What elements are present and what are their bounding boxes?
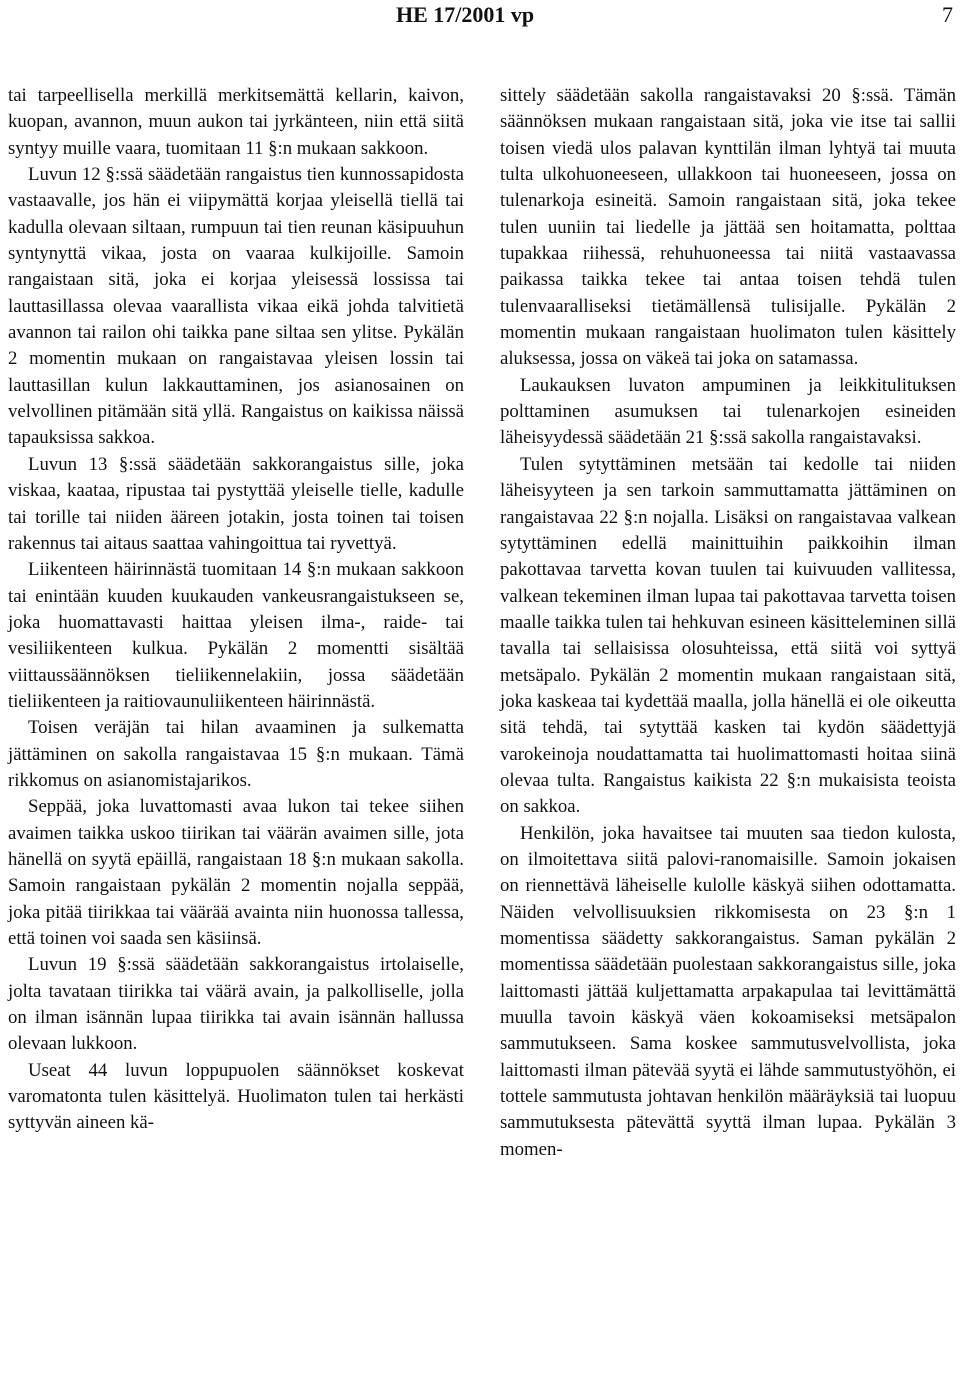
paragraph: Luvun 19 §:ssä säädetään sakkorangaistus irtolaiselle, jolta tavataan tiirikka tai väärä avain, ja palkolliselle, jolla on ilman isännän lupaa tiirikka tai avain isännän hallussa olevaan lukkoon. (8, 954, 464, 1055)
page-header (0, 0, 960, 40)
paragraph: Luvun 12 §:ssä säädetään rangaistus tien kunnossapidosta vastaavalle, jos hän ei viipymättä korjaa yleisellä tiellä tai kadulla olevaan siltaan, rumpuun tai tien reunan käsipuuhun syntynyttä vikaa, josta on vaaraa kulkijoille. Samoin rangaistaan sitä, joka ei korjaa yleisessä lossissa tai lauttasillassa olevaa vaarallista vikaa eikä johda talvitietä avannon tai railon ohi taikka pane siltaa sen ylitse. Pykälän 2 momentin mukaan on rangaistavaa yleisen lossin tai lauttasillan kulun lakkauttaminen, jos asianosainen on velvollinen pitämään sitä yllä. Rangaistus on kaikissa näissä tapauksissa sakkoa. (8, 164, 464, 449)
document-id: HE 17/2001 vp (396, 2, 535, 27)
page-number: 7 (942, 2, 953, 27)
paragraph: Laukauksen luvaton ampuminen ja leikkitulituksen polttaminen asumuksen tai tulenarkojen esineiden läheisyydessä säädetään 21 §:ssä sakolla rangaistavaksi. (500, 374, 956, 449)
paragraph: Toisen veräjän tai hilan avaaminen ja sulkematta jättäminen on sakolla rangaistavaa 15 §:n mukaan. Tämä rikkomus on asianomistajarikos. (8, 717, 464, 791)
paragraph: Liikenteen häirinnästä tuomitaan 14 §:n mukaan sakkoon tai enintään kuuden kuukauden vankeusrangaistukseen se, joka huomattavasti haittaa yleisen ilma-, raide- tai vesiliikenteen kulkua. Pykälän 2 momentti sisältää viittaussäännöksen tieliikennelakiin, jossa säädetään tieliikenteen ja raitiovaunuliikenteen häirinnästä. (8, 559, 464, 712)
right-column (500, 83, 956, 1163)
paragraph: Henkilön, joka havaitsee tai muuten saa tiedon kulosta, on ilmoitettava siitä palovi-ranomaisille. Samoin jokaisen on riennettävä läheiselle kulolle käskyä siihen odottamatta. Näiden velvollisuuksien rikkomisesta on 23 §:n 1 momentissa säädetty sakkorangaistus. Saman pykälän 2 momentissa säädetään puolestaan sakkorangaistus sille, joka laittomasti jättää kuljettamatta arpakapulaa tai levittämättä muulla tavoin käskyä väen kokoamiseksi metsäpalon sammutukseen. Sama koskee sammutusvelvollista, joka laittomasti ilman pätevää syytä ei lähde sammutustyöhön, ei tottele sammutusta johtavan henkilön määräyksiä tai luopuu sammutuksesta pätevättä syyttä ilman lupaa. Pykälän 3 momen- (500, 822, 956, 1160)
paragraph: Useat 44 luvun loppupuolen säännökset koskevat varomatonta tulen käsittelyä. Huolimaton tulen tai herkästi syttyvän aineen kä- (8, 1059, 464, 1134)
paragraph: tai tarpeellisella merkillä merkitsemättä kellarin, kaivon, kuopan, avannon, muun aukon tai jyrkänteen, niin että siitä syntyy muille vaara, tuomitaan 11 §:n mukaan sakkoon. (8, 85, 464, 159)
paragraph: Tulen sytyttäminen metsään tai kedolle tai niiden läheisyyteen ja sen tarkoin sammuttamatta jättäminen on rangaistavaa 22 §:n nojalla. Lisäksi on rangaistavaa valkean sytyttäminen edellä mainittuihin paikkoihin ilman pakottavaa tarvetta kovan tuulen tai kuivuuden vallitessa, valkean tekeminen ilman lupaa tai pakottavaa tarvetta toisen maalle taikka tulen tai hehkuvan esineen käsitteleminen sillä tavalla tai sellaisissa olosuhteissa, että siitä voi syttyä metsäpalo. Pykälän 2 momentin mukaan rangaistaan sitä, joka kaskeaa tai kydettää maalla, jolla hänellä ei ole oikeutta sitä tehdä, tai sytyttää kasken tai kydön säädettyjä varokeinoja noudattamatta tai huolimattomasti hoitaa siinä olevaa tulta. Rangaistus kaikista 22 §:n mukaisista teoista on sakkoa. (500, 453, 956, 818)
paragraph: Luvun 13 §:ssä säädetään sakkorangaistus sille, joka viskaa, kaataa, ripustaa tai pystyttää yleiselle tielle, kadulle tai torille tai niiden ääreen jotakin, josta toinen tai toisen rakennus tai aitaus saattaa vahingoittua tai ryvettyä. (8, 453, 464, 554)
paragraph: sittely säädetään sakolla rangaistavaksi 20 §:ssä. Tämän säännöksen mukaan rangaistaan sitä, joka vie itse tai sallii toisen viedä ulos palavan kynttilän ilman lyhtyä tai muuta tulta ulkohuoneeseen, ullakkoon tai huoneeseen, jossa on tulenarkoja esineitä. Samoin rangaistaan sitä, joka tekee tulen uuniin tai liedelle ja jättää sen hoitamatta, polttaa tupakkaa riihessä, rehuhuoneessa tai niitä vastaavassa paikassa taikka tekee tai antaa toisen tehdä tulen tulenvaaralliseksi tietämällensä tulisijalle. Pykälän 2 momentin mukaan rangaistaan huolimaton tulen käsittely aluksessa, jossa on väkeä tai joka on satamassa. (500, 85, 956, 370)
left-column (8, 83, 464, 1137)
paragraph: Seppää, joka luvattomasti avaa lukon tai tekee siihen avaimen taikka uskoo tiirikan tai väärän avaimen sille, jota hänellä on syytä epäillä, rangaistaan 18 §:n mukaan sakolla. Samoin rangaistaan pykälän 2 momentin nojalla seppää, joka pitää tiirikkaa tai väärää avainta niin huonossa tallessa, että toinen voi saada sen käsiinsä. (8, 796, 464, 949)
